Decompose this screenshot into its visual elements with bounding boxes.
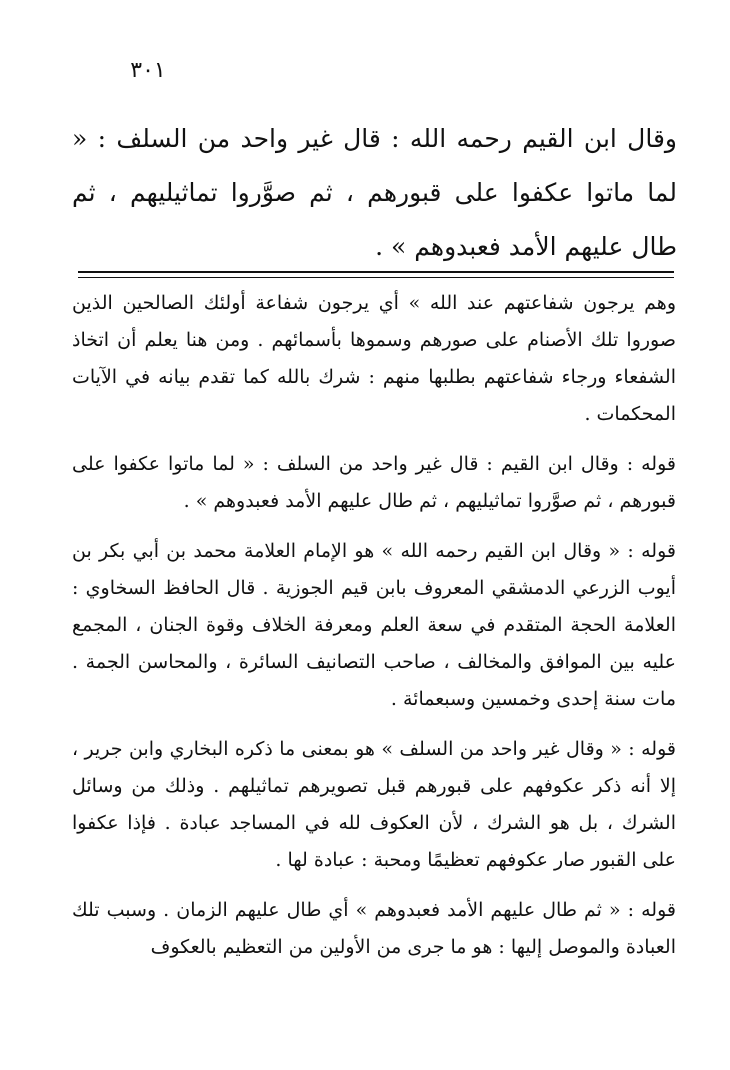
separator-thin-line <box>78 277 674 278</box>
commentary-paragraph-3: قوله : « وقال ابن القيم رحمه الله » هو الإمام العلامة محمد بن أبي بكر بن أيوب الزرعي الدمشقي المعروف بابن قيم الجوزية . قال الحافظ السخاوي : العلامة الحجة المتقدم في سعة العلم ومعرفة الخلاف وقوة الجنان ، المجمع عليه بين الموافق والمخالف ، صاحب التصانيف السائرة ، والمحاسن الجمة . مات سنة إحدى وخمسين وسبعمائة . <box>72 540 676 710</box>
commentary-paragraph-4: قوله : « وقال غير واحد من السلف » هو بمعنى ما ذكره البخاري وابن جرير ، إلا أنه ذكر عكوفهم على قبورهم قبل تصويرهم تماثيلهم . وذلك من وسائل الشرك ، بل هو الشرك ، لأن العكوف لله في المساجد عبادة . فإذا عكفوا على القبور صار عكوفهم تعظيمًا ومحبة : عبادة لها . <box>72 738 676 871</box>
commentary-paragraph-5: قوله : « ثم طال عليهم الأمد فعبدوهم » أي طال عليهم الزمان . وسبب تلك العبادة والموصل إليها : هو ما جرى من الأولين من التعظيم بالعكوف <box>72 899 676 958</box>
separator-thick-line <box>78 271 674 273</box>
page-number: ٣٠١ <box>130 58 166 83</box>
commentary-paragraph-1: وهم يرجون شفاعتهم عند الله » أي يرجون شفاعة أولئك الصالحين الذين صوروا تلك الأصنام على صورهم وسموها بأسمائهم . ومن هنا يعلم أن اتخاذ الشفعاء ورجاء شفاعتهم بطلبها منهم : شرك بالله كما تقدم بيانه في الآيات المحكمات . <box>72 292 676 425</box>
commentary-paragraph-2: قوله : وقال ابن القيم : قال غير واحد من السلف : « لما ماتوا عكفوا على قبورهم ، ثم صوَّروا تماثيليهم ، ثم طال عليهم الأمد فعبدوهم » . <box>72 453 676 512</box>
commentary-section <box>72 285 676 979</box>
main-text-paragraph: وقال ابن القيم رحمه الله : قال غير واحد من السلف : « لما ماتوا عكفوا على قبورهم ، ثم صوَّروا تماثيليهم ، ثم طال عليهم الأمد فعبدوهم » . <box>72 124 677 261</box>
